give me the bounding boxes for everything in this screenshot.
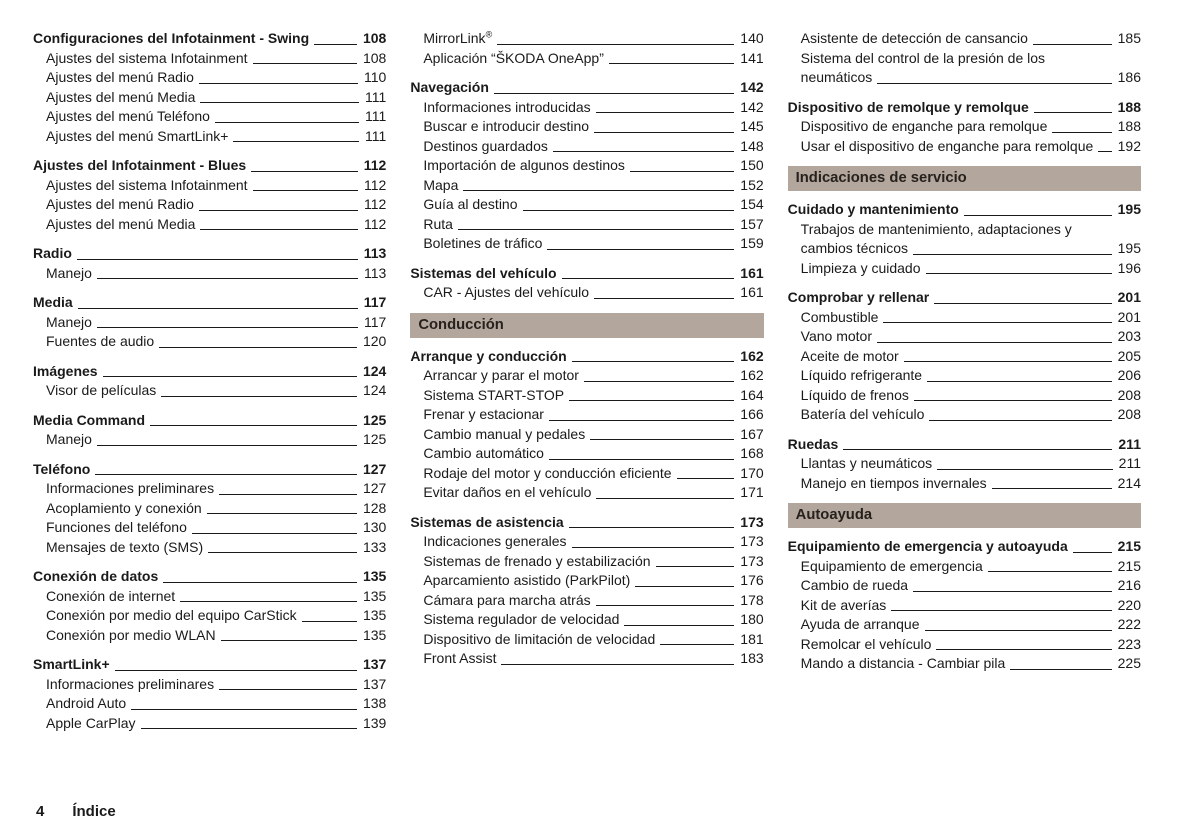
toc-entry-label: Ajustes del menú Media (46, 89, 200, 105)
toc-entry-page-number: 108 (357, 49, 386, 69)
toc-entry-page-number: 195 (1112, 239, 1141, 259)
toc-entry-page-number: 145 (734, 117, 763, 137)
toc-entry-label: Sistemas de frenado y estabilización (423, 553, 655, 569)
toc-entry-page-number: 167 (734, 425, 763, 445)
toc-entry-page-number: 216 (1112, 576, 1141, 596)
toc-entry-label: Sistema del control de la presión de los neumáticos (800, 49, 1046, 85)
toc-entry-label: Sistema START-STOP (423, 387, 569, 403)
toc-entry-label: Manejo en tiempos invernales (801, 475, 992, 491)
toc-entry-page-number: 181 (734, 630, 763, 650)
toc-entry (46, 675, 386, 695)
toc-entry (423, 98, 763, 118)
toc-entry-page-number: 125 (357, 411, 386, 431)
toc-chapter-entry (33, 655, 386, 675)
toc-chapter-entry (788, 537, 1141, 557)
toc-entry-label: Cuidado y mantenimiento (788, 201, 964, 217)
section-header: Indicaciones de servicio (788, 166, 1141, 191)
toc-entry-label: Buscar e introducir destino (423, 118, 594, 134)
toc-entry (423, 234, 763, 254)
toc-entry-label: Cámara para marcha atrás (423, 592, 595, 608)
toc-entry-page-number: 128 (357, 499, 386, 519)
toc-entry-page-number: 125 (357, 430, 386, 450)
toc-entry-label: Sistema regulador de velocidad (423, 611, 624, 627)
toc-group (33, 293, 386, 352)
toc-entry (46, 107, 386, 127)
toc-entry-page-number: 112 (358, 176, 386, 196)
toc-entry-label: Limpieza y cuidado (801, 260, 926, 276)
toc-entry-page-number: 214 (1112, 474, 1141, 494)
toc-group (33, 244, 386, 283)
toc-entry (423, 29, 763, 49)
toc-entry-page-number: 201 (1112, 288, 1141, 308)
toc-entry (46, 195, 386, 215)
toc-group (33, 460, 386, 558)
toc-entry-page-number: 162 (734, 366, 763, 386)
toc-entry-label: Vano motor (801, 328, 877, 344)
toc-chapter-entry (33, 156, 386, 176)
toc-entry-page-number: 188 (1112, 98, 1141, 118)
toc-entry-page-number: 135 (357, 606, 386, 626)
toc-group (410, 78, 763, 254)
toc-group (410, 513, 763, 669)
toc-entry-label: Frenar y estacionar (423, 406, 549, 422)
section-header: Autoayuda (788, 503, 1141, 528)
toc-entry-label: Fuentes de audio (46, 333, 159, 349)
toc-entry-label: Ruedas (788, 436, 844, 452)
toc-entry (423, 532, 763, 552)
toc-entry (423, 283, 763, 303)
toc-entry-label: Manejo (46, 314, 97, 330)
toc-entry (801, 137, 1141, 157)
toc-entry-label: Llantas y neumáticos (801, 455, 938, 471)
toc-entry-page-number: 220 (1112, 596, 1141, 616)
toc-group (410, 347, 763, 503)
toc-entry-page-number: 161 (734, 264, 763, 284)
toc-entry (801, 454, 1141, 474)
toc-entry-label: Radio (33, 245, 77, 261)
toc-entry-page-number: 188 (1112, 117, 1141, 137)
toc-entry-label: Conexión de datos (33, 568, 163, 584)
toc-entry-label: Sistemas de asistencia (410, 514, 568, 530)
toc-entry (801, 29, 1141, 49)
leader-line (46, 278, 386, 279)
toc-entry-label: Indicaciones generales (423, 533, 571, 549)
toc-entry-label: Navegación (410, 79, 494, 95)
toc-entry-page-number: 205 (1112, 347, 1141, 367)
page-footer (36, 803, 116, 820)
toc-column-3 (788, 29, 1141, 743)
toc-entry-label: Ajustes del menú Radio (46, 196, 199, 212)
toc-chapter-entry (788, 288, 1141, 308)
toc-entry (423, 591, 763, 611)
toc-entry (801, 117, 1141, 137)
leader-line (33, 259, 386, 260)
toc-entry-page-number: 192 (1112, 137, 1141, 157)
toc-chapter-entry (33, 460, 386, 480)
toc-group (788, 537, 1141, 674)
toc-entry (801, 557, 1141, 577)
toc-entry-label: Aceite de motor (801, 348, 904, 364)
toc-entry-label: Ajustes del menú Media (46, 216, 200, 232)
toc-chapter-entry (33, 411, 386, 431)
toc-entry-page-number: 113 (358, 244, 387, 264)
toc-entry-page-number: 186 (1112, 68, 1141, 88)
toc-entry-page-number: 130 (357, 518, 386, 538)
toc-entry-label: Kit de averías (801, 597, 892, 613)
toc-entry (423, 483, 763, 503)
toc-entry (46, 518, 386, 538)
toc-entry-label: Acoplamiento y conexión (46, 500, 207, 516)
toc-chapter-entry (788, 98, 1141, 118)
toc-entry (46, 176, 386, 196)
toc-entry-page-number: 171 (734, 483, 763, 503)
toc-entry-label: Destinos guardados (423, 138, 553, 154)
toc-entry (423, 195, 763, 215)
toc-group (788, 200, 1141, 278)
toc-entry-label: Remolcar el vehículo (801, 636, 937, 652)
toc-entry (801, 576, 1141, 596)
toc-entry-label: Ajustes del sistema Infotainment (46, 50, 253, 66)
toc-entry-page-number: 112 (358, 195, 386, 215)
toc-entry-label: Funciones del teléfono (46, 519, 192, 535)
toc-entry-label: CAR - Ajustes del vehículo (423, 284, 594, 300)
toc-chapter-entry (410, 78, 763, 98)
toc-entry-label: Ajustes del Infotainment - Blues (33, 157, 251, 173)
toc-entry-label: Cambio manual y pedales (423, 426, 590, 442)
toc-entry (801, 347, 1141, 367)
toc-entry (46, 49, 386, 69)
toc-entry (46, 430, 386, 450)
toc-entry-page-number: 112 (358, 215, 386, 235)
toc-chapter-entry (33, 362, 386, 382)
toc-chapter-entry (33, 293, 386, 313)
toc-entry-page-number: 168 (734, 444, 763, 464)
toc-entry-page-number: 117 (358, 313, 386, 333)
toc-entry-label: Evitar daños en el vehículo (423, 484, 596, 500)
toc-entry-label: Ajustes del menú SmartLink+ (46, 128, 233, 144)
leader-line (423, 229, 763, 230)
toc-entry-page-number: 113 (358, 264, 386, 284)
toc-entry (801, 405, 1141, 425)
toc-entry-label: Importación de algunos destinos (423, 157, 630, 173)
toc-entry-label: Mapa (423, 177, 463, 193)
toc-chapter-entry (410, 264, 763, 284)
toc-entry-label: MirrorLink® (423, 30, 497, 46)
toc-entry-label: Teléfono (33, 461, 95, 477)
toc-entry-label: Líquido refrigerante (801, 367, 927, 383)
toc-entry-label: Mando a distancia - Cambiar pila (801, 655, 1011, 671)
toc-entry-page-number: 117 (358, 293, 387, 313)
toc-entry-label: Media (33, 294, 78, 310)
toc-entry (46, 714, 386, 734)
toc-entry (801, 327, 1141, 347)
toc-entry-label: Guía al destino (423, 196, 522, 212)
toc-entry-page-number: 141 (734, 49, 763, 69)
toc-entry (423, 552, 763, 572)
toc-entry (423, 444, 763, 464)
toc-entry-page-number: 124 (357, 362, 386, 382)
toc-entry-page-number: 124 (357, 381, 386, 401)
toc-entry-page-number: 108 (357, 29, 386, 49)
toc-entry-label: Conexión por medio WLAN (46, 627, 221, 643)
toc-entry (46, 88, 386, 108)
toc-entry-page-number: 111 (359, 127, 386, 147)
toc-entry-label: Manejo (46, 265, 97, 281)
leader-line (33, 308, 386, 309)
toc-entry (46, 606, 386, 626)
toc-chapter-entry (410, 347, 763, 367)
toc-entry (423, 215, 763, 235)
toc-entry-page-number: 137 (357, 655, 386, 675)
toc-entry-label: Arrancar y parar el motor (423, 367, 584, 383)
toc-column-1 (33, 29, 386, 743)
toc-entry-page-number: 133 (357, 538, 386, 558)
toc-entry-label: Batería del vehículo (801, 406, 930, 422)
toc-entry-page-number: 111 (359, 107, 386, 127)
toc-entry-label: Ajustes del menú Radio (46, 69, 199, 85)
toc-group-continuation (410, 29, 763, 68)
toc-entry-label: Sistemas del vehículo (410, 265, 561, 281)
toc-entry (423, 405, 763, 425)
toc-entry (423, 464, 763, 484)
toc-entry-page-number: 135 (357, 626, 386, 646)
toc-entry (423, 176, 763, 196)
toc-entry (801, 635, 1141, 655)
toc-entry-label: Boletines de tráfico (423, 235, 547, 251)
toc-entry-label: Líquido de frenos (801, 387, 914, 403)
toc-entry (46, 215, 386, 235)
toc-entry-label: Ajustes del sistema Infotainment (46, 177, 253, 193)
toc-entry-label: Combustible (801, 309, 884, 325)
toc-entry (423, 630, 763, 650)
toc-entry (801, 220, 1141, 259)
toc-entry (46, 313, 386, 333)
toc-entry-label: Visor de películas (46, 382, 161, 398)
toc-chapter-entry (410, 513, 763, 533)
toc-entry (46, 587, 386, 607)
toc-entry-page-number: 154 (734, 195, 763, 215)
toc-entry-page-number: 135 (357, 567, 386, 587)
toc-entry-page-number: 150 (734, 156, 763, 176)
toc-entry-label: Cambio de rueda (801, 577, 913, 593)
toc-entry-page-number: 110 (358, 68, 386, 88)
toc-entry (423, 425, 763, 445)
toc-group (33, 29, 386, 146)
toc-entry-page-number: 127 (357, 479, 386, 499)
toc-group (33, 362, 386, 401)
toc-entry-label: Configuraciones del Infotainment - Swing (33, 30, 314, 46)
toc-entry (801, 366, 1141, 386)
toc-entry (801, 654, 1141, 674)
toc-entry (423, 156, 763, 176)
toc-entry (46, 626, 386, 646)
toc-entry-page-number: 139 (357, 714, 386, 734)
toc-entry-label: Manejo (46, 431, 97, 447)
toc-entry (423, 649, 763, 669)
toc-entry-label: Cambio automático (423, 445, 549, 461)
toc-entry-label: Dispositivo de enganche para remolque (801, 118, 1053, 134)
toc-entry-page-number: 127 (357, 460, 386, 480)
toc-entry-page-number: 203 (1112, 327, 1141, 347)
toc-entry-page-number: 159 (734, 234, 763, 254)
toc-entry-label: Mensajes de texto (SMS) (46, 539, 208, 555)
toc-entry (46, 264, 386, 284)
toc-group (33, 156, 386, 234)
toc-group (410, 264, 763, 303)
toc-group (33, 411, 386, 450)
toc-entry-page-number: 223 (1112, 635, 1141, 655)
toc-entry-page-number: 225 (1112, 654, 1141, 674)
toc-entry-page-number: 161 (734, 283, 763, 303)
toc-entry-page-number: 137 (357, 675, 386, 695)
toc-entry-label: Conexión de internet (46, 588, 180, 604)
registered-trademark-symbol: ® (485, 29, 493, 40)
toc-entry-page-number: 208 (1112, 386, 1141, 406)
toc-group-continuation (788, 29, 1141, 88)
toc-entry-page-number: 178 (734, 591, 763, 611)
toc-entry (46, 68, 386, 88)
page-number: 4 (36, 803, 45, 820)
toc-entry-page-number: 162 (734, 347, 763, 367)
toc-entry-page-number: 196 (1112, 259, 1141, 279)
toc-entry (801, 474, 1141, 494)
toc-column-2 (410, 29, 763, 743)
toc-entry-page-number: 142 (734, 98, 763, 118)
toc-entry-label: Usar el dispositivo de enganche para remolque (801, 138, 1099, 154)
toc-entry (423, 117, 763, 137)
toc-entry (46, 127, 386, 147)
toc-entry-page-number: 180 (734, 610, 763, 630)
toc-entry-label: Front Assist (423, 650, 501, 666)
toc-entry-label: Imágenes (33, 363, 103, 379)
toc-entry-page-number: 166 (734, 405, 763, 425)
toc-entry-label: Ayuda de arranque (801, 616, 925, 632)
leader-line (46, 327, 386, 328)
toc-chapter-entry (33, 567, 386, 587)
toc-entry-page-number: 215 (1112, 557, 1141, 577)
toc-entry (801, 308, 1141, 328)
toc-entry-page-number: 135 (357, 587, 386, 607)
toc-entry-label: Dispositivo de limitación de velocidad (423, 631, 660, 647)
toc-entry-page-number: 206 (1112, 366, 1141, 386)
leader-line (46, 445, 386, 446)
toc-entry-page-number: 185 (1112, 29, 1141, 49)
toc-chapter-entry (788, 200, 1141, 220)
toc-entry-page-number: 120 (357, 332, 386, 352)
section-header: Conducción (410, 313, 763, 338)
toc-entry-label: Arranque y conducción (410, 348, 571, 364)
toc-entry-label: Trabajos de mantenimiento, adaptaciones y cambios técnicos (800, 220, 1072, 256)
toc-entry-page-number: 173 (734, 513, 763, 533)
toc-entry (423, 366, 763, 386)
toc-entry-page-number: 215 (1112, 537, 1141, 557)
toc-entry-label: Conexión por medio del equipo CarStick (46, 607, 302, 623)
toc-entry (801, 259, 1141, 279)
toc-entry (801, 49, 1141, 88)
toc-entry-label: Ruta (423, 216, 458, 232)
toc-entry-page-number: 112 (358, 156, 387, 176)
toc-entry-label: Informaciones preliminares (46, 480, 219, 496)
toc-entry-page-number: 195 (1112, 200, 1141, 220)
toc-entry-label: Ajustes del menú Teléfono (46, 108, 215, 124)
toc-entry-label: Media Command (33, 412, 150, 428)
leader-line (423, 190, 763, 191)
toc-entry-page-number: 111 (359, 88, 386, 108)
toc-entry (423, 49, 763, 69)
toc-entry-label: Informaciones preliminares (46, 676, 219, 692)
toc-entry (801, 596, 1141, 616)
toc-entry-page-number: 176 (734, 571, 763, 591)
toc-entry-label: Android Auto (46, 695, 131, 711)
toc-chapter-entry (788, 435, 1141, 455)
toc-entry-page-number: 211 (1112, 435, 1141, 455)
toc-entry (801, 386, 1141, 406)
toc-entry-label: Rodaje del motor y conducción eficiente (423, 465, 676, 481)
toc-entry (423, 571, 763, 591)
toc-entry-page-number: 138 (357, 694, 386, 714)
toc-entry (423, 386, 763, 406)
toc-entry-page-number: 173 (734, 532, 763, 552)
toc-entry-page-number: 157 (734, 215, 763, 235)
footer-section-label: Índice (72, 803, 116, 820)
toc-entry (46, 479, 386, 499)
toc-entry (46, 694, 386, 714)
toc-chapter-entry (33, 29, 386, 49)
toc-entry-label: Aparcamiento asistido (ParkPilot) (423, 572, 635, 588)
toc-group (788, 435, 1141, 494)
toc-entry (46, 538, 386, 558)
toc-entry-page-number: 140 (734, 29, 763, 49)
toc-entry-page-number: 148 (734, 137, 763, 157)
toc-entry-label: Asistente de detección de cansancio (801, 30, 1033, 46)
toc-entry-label: Comprobar y rellenar (788, 289, 935, 305)
toc-entry-label: Apple CarPlay (46, 715, 141, 731)
toc-group (33, 655, 386, 733)
toc-entry-label: Equipamiento de emergencia y autoayuda (788, 538, 1073, 554)
toc-entry-page-number: 142 (734, 78, 763, 98)
toc-entry-page-number: 183 (734, 649, 763, 669)
toc-group (788, 98, 1141, 157)
toc-entry-page-number: 208 (1112, 405, 1141, 425)
toc-entry-page-number: 211 (1113, 454, 1141, 474)
toc-group (788, 288, 1141, 425)
toc-entry-page-number: 201 (1112, 308, 1141, 328)
toc-entry-page-number: 164 (734, 386, 763, 406)
toc-entry (801, 615, 1141, 635)
toc-entry-label: Equipamiento de emergencia (801, 558, 988, 574)
toc-entry (46, 381, 386, 401)
toc-entry (423, 610, 763, 630)
toc-entry-page-number: 152 (734, 176, 763, 196)
toc-entry-page-number: 170 (734, 464, 763, 484)
toc-entry-label: Aplicación “ŠKODA OneApp” (423, 50, 609, 66)
toc-entry-label: SmartLink+ (33, 656, 115, 672)
toc-entry-label: Dispositivo de remolque y remolque (788, 99, 1034, 115)
toc-entry (46, 332, 386, 352)
toc-entry-page-number: 173 (734, 552, 763, 572)
toc-chapter-entry (33, 244, 386, 264)
toc-entry (423, 137, 763, 157)
toc-group (33, 567, 386, 645)
toc-entry-page-number: 222 (1112, 615, 1141, 635)
toc-entry-label: Informaciones introducidas (423, 99, 595, 115)
toc-entry (46, 499, 386, 519)
